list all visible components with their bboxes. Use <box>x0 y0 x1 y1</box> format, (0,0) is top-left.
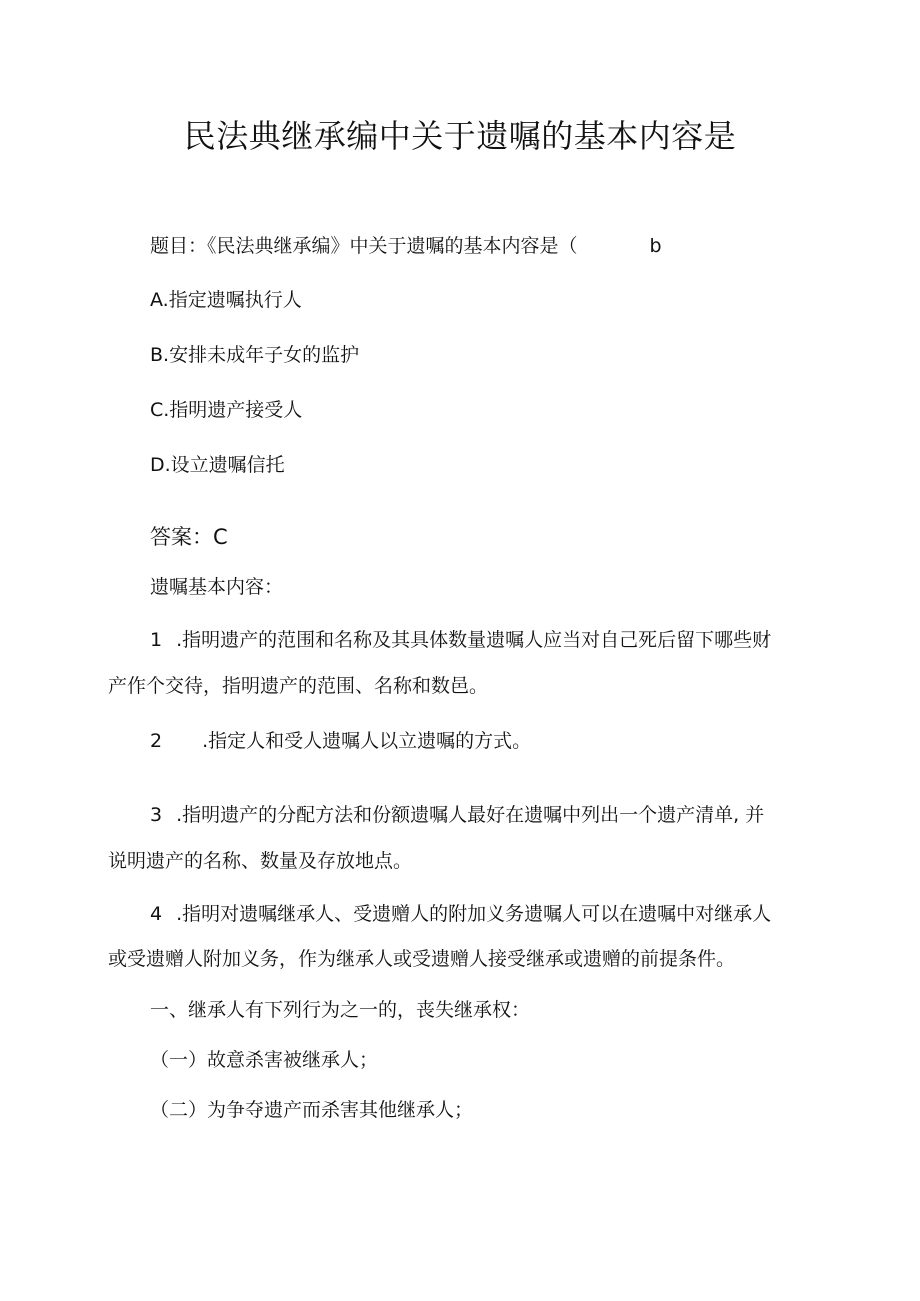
list-item-number: 1 <box>150 629 163 651</box>
forfeiture-clause-2: （二）为争夺遗产而杀害其他继承人； <box>150 1099 474 1121</box>
forfeiture-heading: 一、继承人有下列行为之一的，丧失继承权： <box>150 999 531 1021</box>
section-heading: 遗嘱基本内容： <box>150 576 284 598</box>
question-answer-mark: b <box>649 235 662 257</box>
list-item-text: .指明对遗嘱继承人、受遗赠人的附加义务遗嘱人可以在遗嘱中对继承人 <box>176 903 772 925</box>
option-c: C.指明遗产接受人 <box>150 399 303 421</box>
list-item-3-continuation: 说明遗产的名称、数量及存放地点。 <box>108 850 413 872</box>
list-item-text: .指明遗产的分配方法和份额遗嘱人最好在遗嘱中列出一个遗产清单, 并 <box>176 804 765 826</box>
option-a: A.指定遗嘱执行人 <box>150 289 302 311</box>
list-item-text: .指定人和受人遗嘱人以立遗嘱的方式。 <box>202 730 532 752</box>
list-item-number: 2 <box>150 730 163 752</box>
list-item-4 <box>150 901 771 927</box>
list-item-number: 3 <box>150 804 163 826</box>
list-item-1-continuation: 产作个交待，指明遗产的范围、名称和数邑。 <box>108 675 489 697</box>
answer-line: 答案：C <box>150 525 228 549</box>
question-text: 题目：《民法典继承编》中关于遗嘱的基本内容是（ <box>150 235 578 257</box>
question-line <box>150 233 662 259</box>
option-b: B.安排未成年子女的监护 <box>150 344 360 366</box>
list-item-3 <box>150 802 764 828</box>
list-item-1 <box>150 627 771 653</box>
document-title: 民法典继承编中关于遗嘱的基本内容是 <box>183 117 737 155</box>
list-item-text: .指明遗产的范围和名称及其具体数量遗嘱人应当对自己死后留下哪些财 <box>176 629 772 651</box>
list-item-2 <box>150 728 531 754</box>
list-item-number: 4 <box>150 903 163 925</box>
list-item-4-continuation: 或受遗赠人附加义务，作为继承人或受遗赠人接受继承或遗赠的前提条件。 <box>108 948 736 970</box>
forfeiture-clause-1: （一）故意杀害被继承人； <box>150 1049 379 1071</box>
option-d: D.设立遗嘱信托 <box>150 454 285 476</box>
